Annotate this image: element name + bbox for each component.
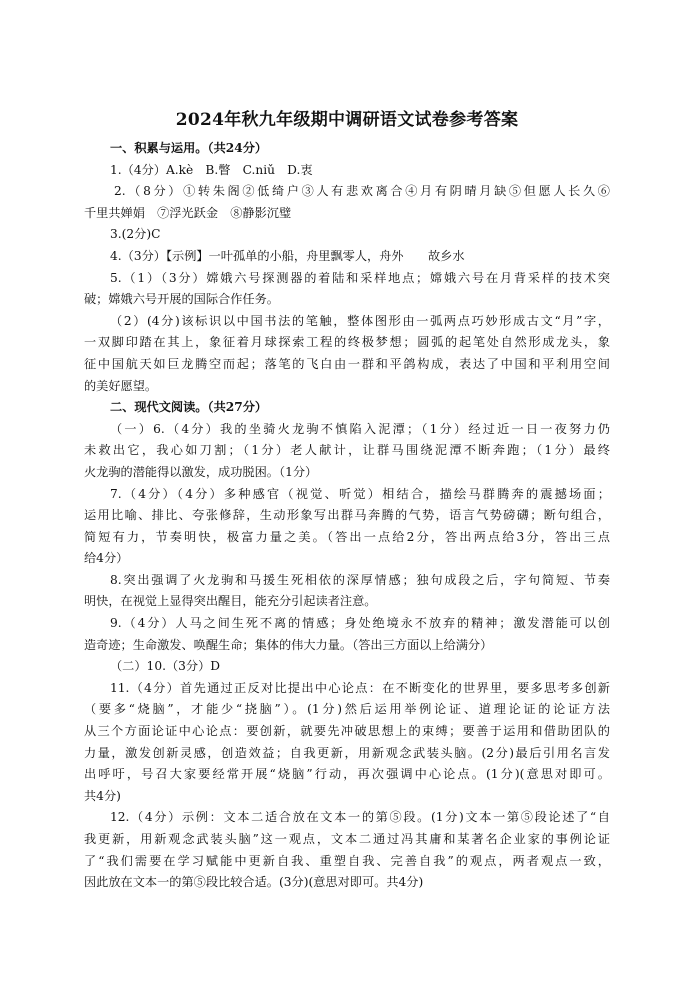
- answer-line: 7.（4分）（4分）多种感官（视觉、听觉）相结合，描绘马群腾奔的震撼场面；: [110, 486, 610, 501]
- answer-line: 简短有力，节奏明快，极富力量之美。（答出一点给2分，答出两点给3分，答出三点: [84, 529, 610, 544]
- answer-body: [84, 138, 610, 894]
- answer-line: 12.（4分）示例：文本二适合放在文本一的第⑤段。(1分)文本一第⑤段论述了“自: [110, 810, 610, 825]
- answer-line: 火龙驹的潜能得以激发，成功脱困。（1分）: [84, 464, 318, 479]
- answer-line: （2）(4分)该标识以中国书法的笔触，整体图形由一弧两点巧妙形成古文“月”字，: [110, 313, 610, 328]
- answer-line: 运用比喻、排比、夸张修辞，生动形象写出群马奔腾的气势，语言气势磅礴；断句组合，: [84, 508, 610, 523]
- section-heading: 一、积累与运用。（共24分）: [110, 141, 268, 155]
- answer-line: 因此放在文本一的第⑤段比较合适。(3分)(意思对即可。共4分): [84, 875, 424, 890]
- answer-line: 未救出它，我心如刀割；（1分）老人献计，让群马围绕泥潭不断奔跑；（1分）最终: [84, 443, 610, 458]
- answer-line: 一双脚印踏在其上，象征着月球探索工程的终极梦想；圆弧的起笔处自然形成龙头，象: [84, 335, 610, 350]
- answer-line: 共4分): [84, 788, 121, 803]
- answer-line: 造奇迹；生命激发、唤醒生命；集体的伟大力量。（答出三方面以上给满分）: [84, 637, 493, 652]
- answer-line: 明快，在视觉上显得突出醒目，能充分引起读者注意。: [84, 594, 377, 609]
- answer-line: 我更新，用新观念武装头脑”这一观点，文本二通过冯其庸和某著名企业家的事例论证: [84, 832, 610, 846]
- answer-line: 征中国航天如巨龙腾空而起；落笔的飞白由一群和平鸽构成，表达了中国和平利用空间: [84, 356, 610, 371]
- answer-line: （二）10.（3分）D: [110, 659, 221, 674]
- answer-line: （要多“烧脑”，才能少“挠脑”）。(1分)然后运用举例论证、道理论证的论证方法: [84, 702, 610, 717]
- answer-line: 给4分）: [84, 551, 129, 566]
- answer-line: 力量，激发创新灵感，创造效益；自我更新，用新观念武装头脑。(2分)最后引用名言发: [84, 745, 610, 760]
- answer-line: 千里共婵娟 ⑦浮光跃金 ⑧静影沉璧: [84, 205, 292, 220]
- answer-line: 从三个方面论证中心论点：要创新，就要先冲破思想上的束缚；要善于运用和借助团队的: [84, 724, 610, 739]
- answer-line: 3.(2分)C: [110, 227, 161, 242]
- answer-line: 9.（4分）人马之间生死不离的情感；身处绝境永不放弃的精神；激发潜能可以创: [110, 616, 610, 631]
- answer-line: 出呼吁，号召大家要经常开展“烧脑”行动，再次强调中心论点。(1分)(意思对即可。: [84, 767, 610, 782]
- answer-line: （一）6.（4分）我的坐骑火龙驹不慎陷入泥潭；（1分）经过近一日一夜努力仍: [110, 421, 610, 436]
- answer-line: 8.突出强调了火龙驹和马援生死相依的深厚情感；独句成段之后，字句简短、节奏: [110, 572, 610, 587]
- answer-line: 4.（3分）【示例】一叶孤单的小船，舟里飘零人，舟外 故乡水: [110, 248, 465, 263]
- answer-line: 破；嫦娥六号开展的国际合作任务。: [84, 292, 279, 307]
- answer-line: 2.（8分）①转朱阁②低绮户③人有悲欢离合④月有阴晴月缺⑤但愿人长久⑥: [114, 184, 610, 199]
- answer-line: 11.（4分）首先通过正反对比提出中心论点：在不断变化的世界里，要多思考多创新: [110, 680, 610, 695]
- answer-line: 的美好愿望。: [84, 378, 158, 393]
- section-heading: 二、现代文阅读。（共27分）: [110, 400, 268, 415]
- answer-line: 1.（4分）A.kè B.瞥 C.niǔ D.衷: [110, 162, 313, 177]
- document-title: 2024年秋九年级期中调研语文试卷参考答案: [175, 110, 519, 130]
- answer-line: 5.（1）（3分）嫦娥六号探测器的着陆和采样地点；嫦娥六号在月背采样的技术突: [110, 270, 610, 285]
- answer-line: 了“我们需要在学习赋能中更新自我、重塑自我、完善自我”的观点，两者观点一致，: [84, 853, 610, 868]
